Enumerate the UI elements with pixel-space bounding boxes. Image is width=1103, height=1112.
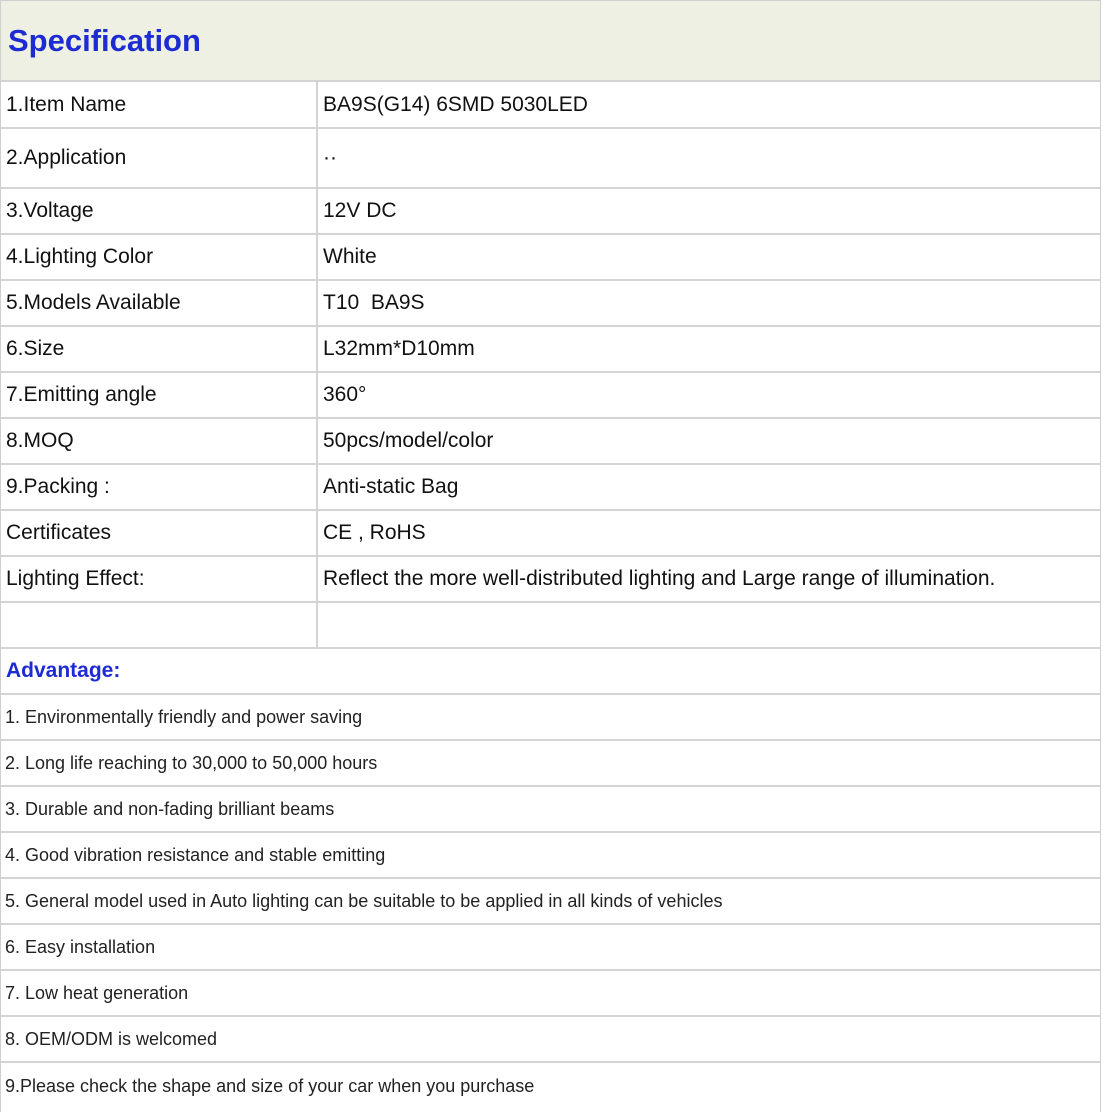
title-bar (1, 0, 1100, 82)
spec-value: 12V DC (317, 188, 1100, 234)
spec-label: 8.MOQ (1, 418, 317, 464)
spec-row (1, 556, 1100, 602)
advantage-item: 3. Durable and non-fading brilliant beams (1, 787, 1100, 833)
spec-row (1, 326, 1100, 372)
spec-value: CE , RoHS (317, 510, 1100, 556)
spec-label: 6.Size (1, 326, 317, 372)
advantage-heading (1, 649, 1100, 695)
spec-row (1, 464, 1100, 510)
page-title: Specification (8, 22, 201, 58)
spec-label: 4.Lighting Color (1, 234, 317, 280)
spec-row (1, 510, 1100, 556)
spec-table (1, 82, 1100, 649)
advantage-item: 2. Long life reaching to 30,000 to 50,000 hours (1, 741, 1100, 787)
spec-value (317, 602, 1100, 648)
spec-row (1, 372, 1100, 418)
spec-label: 2.Application (1, 128, 317, 188)
spec-value: BA9S(G14) 6SMD 5030LED (317, 82, 1100, 128)
advantage-item: 7. Low heat generation (1, 971, 1100, 1017)
spec-label (1, 602, 317, 648)
spec-row (1, 234, 1100, 280)
spec-label: 5.Models Available (1, 280, 317, 326)
spec-label: 9.Packing : (1, 464, 317, 510)
spec-value: Anti-static Bag (317, 464, 1100, 510)
advantage-heading-text: Advantage: (6, 659, 121, 682)
advantage-item: 6. Easy installation (1, 925, 1100, 971)
spec-value: 50pcs/model/color (317, 418, 1100, 464)
advantage-item: 9.Please check the shape and size of your car when you purchase (5, 1075, 535, 1096)
spec-row-empty (1, 602, 1100, 648)
spec-value: T10 BA9S (317, 280, 1100, 326)
spec-label: 1.Item Name (1, 82, 317, 128)
spec-row (1, 418, 1100, 464)
advantage-list (1, 695, 1100, 1109)
advantage-item: 5. General model used in Auto lighting can be suitable to be applied in all kinds of vehicles (1, 879, 1100, 925)
spec-row (1, 188, 1100, 234)
advantage-item: 8. OEM/ODM is welcomed (1, 1017, 1100, 1063)
spec-label: Certificates (1, 510, 317, 556)
spec-label: 3.Voltage (1, 188, 317, 234)
spec-value: Reflect the more well-distributed lighting and Large range of illumination. (317, 556, 1100, 602)
spec-value: L32mm*D10mm (317, 326, 1100, 372)
spec-label: 7.Emitting angle (1, 372, 317, 418)
spec-row (1, 128, 1100, 188)
spec-row (1, 82, 1100, 128)
advantage-item: 1. Environmentally friendly and power saving (1, 695, 1100, 741)
spec-value: ·· (317, 128, 1100, 188)
advantage-item: 4. Good vibration resistance and stable emitting (1, 833, 1100, 879)
spec-row (1, 280, 1100, 326)
spec-value: White (317, 234, 1100, 280)
spec-label: Lighting Effect: (1, 556, 317, 602)
spec-value: 360° (317, 372, 1100, 418)
